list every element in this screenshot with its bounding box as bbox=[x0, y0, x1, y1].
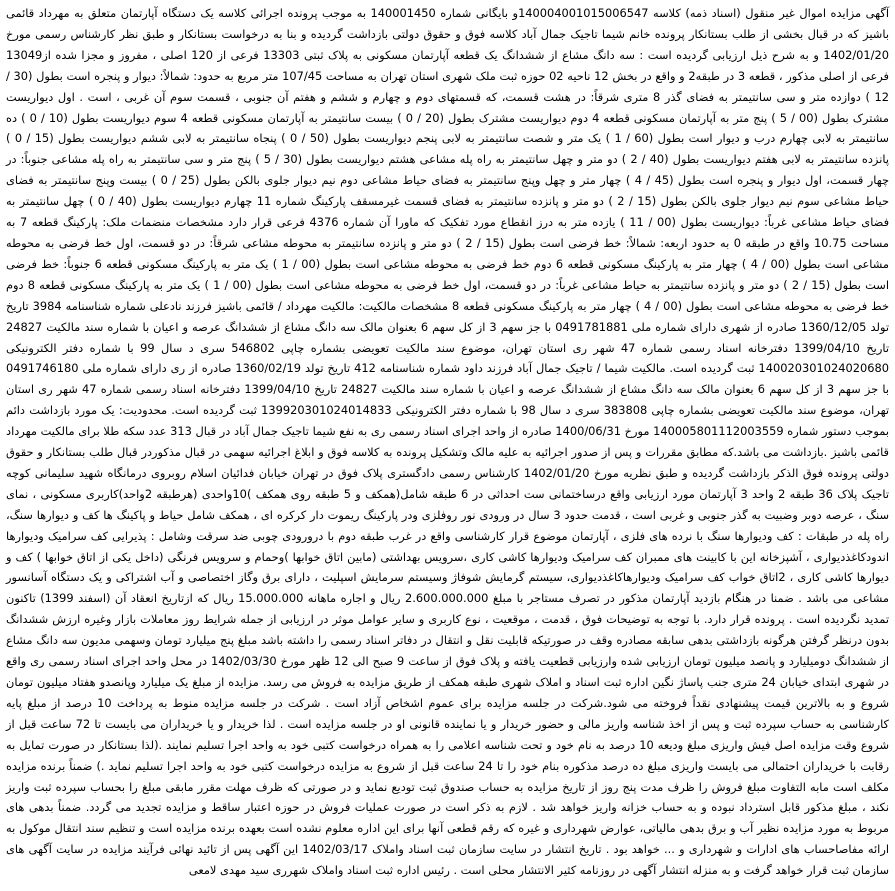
auction-notice-text: آگهی مزایده اموال غیر منقول (اسناد ذمه) کلاسه 140004001015006547و بایگانی شماره 140001450 به موجب پرونده اجرائی کلاسه یک دستگاه آپارتمان متعلق به مهرداد قائمی باشیز که در قبال بخشی از طلب بستانکار پرونده خانم شیما تاجیک جمال آباد کلاسه فوق و حقوق دولتی بازداشت گردیده و بنا به درخواست بستانکار و طبق نظر کارشناس رسمی مورخ 1402/01/20 و به شرح ذیل ارزیابی گردیده است : سه دانگ مشاع از ششدانگ یک قطعه آپارتمان مسکونی به پلاک ثبتی 13303 فرعی از 120 اصلی ، مفروز و مجزا شده از13049 فرعی از اصلی مذکور ، قطعه 3 در طبقه2 و واقع در بخش 12 ناحیه 02 حوزه ثبت ملک شهری استان تهران به مساحت 107/45 متر مربع به حدود: شمالاً: دیوار و پنجره است بطول (30 / 12 ) دوازده متر و سی سانتیمتر به فضای گذر 8 متری شرقاً: در هشت قسمت، که قسمتهای دوم و چهارم و ششم و هفتم آن جنوبی ، قسمت سوم آن غربی ، است . اول دیواریست مشترک بطول (00 / 5 ) پنج متر به آپارتمان مسکونی قطعه 4 دوم دیواریست مشترک بطول (20 / 0 ) بیست سانتیمتر به آپارتمان مسکونی قطعه 4 سوم دیواریست بطول (10 / 0 ) ده سانتیمتر به لابی چهارم درب و دیوار است بطول (60 / 1 ) یک متر و شصت سانتیمتر به لابی پنجم دیواریست بطول (50 / 0 ) پنجاه سانتیمتر به لابی ششم دیواریست بطول (15 / 0 ) پانزده سانتیمتر به لابی هفتم دیواریست بطول (40 / 2 ) دو متر و چهل سانتیمتر به راه پله مشاعی هشتم دیواریست بطول (30 / 5 ) پنج متر و سی سانتیمتر به راه پله مشاعی جنوباً: در چهار قسمت، اول دیوار و پنجره است بطول (45 / 4 ) چهار متر و چهل وپنج سانتیمتر به فضای حیاط مشاعی دوم نیم دیوار جلوی بالکن بطول (25 / 0 ) بیست وپنج سانتیمتر به فضای حیاط مشاعی سوم نیم دیوار جلوی بالکن بطول (15 / 2 ) دو متر و پانزده سانتیمتر به فضای قسمت غیرمسقف پارکینگ شماره 11 چهارم دیواریست بطول (40 / 0 ) چهل سانتیمتر به فضای حیاط مشاعی غرباً: دیواریست بطول (00 / 11 ) یازده متر به درز انقطاع مورد تفکیک که ماورا آن شماره 4376 فرعی قرار دارد مشخصات منضمات ملک: پارکینگ قطعه 7 به مساحت 10.75 واقع در طبقه 0 به حدود اربعه: شمالاً: خط فرضی است بطول (15 / 2 ) دو متر و پانزده سانتیمتر به محوطه مشاعی شرقاً: در دو قسمت، اول خط فرضی به محوطه مشاعی است بطول (00 / 4 ) چهار متر به پارکینگ مسکونی قطعه 6 دوم خط فرضی به محوطه مشاعی است بطول (00 / 1 ) یک متر به پارکینگ مسکونی قطعه 6 جنوباً: خط فرضی است بطول (15 / 2 ) دو متر و پانزده سانتیمتر به حیاط مشاعی غرباً: در دو قسمت، اول خط فرضی به محوطه مشاعی است بطول (00 / 1 ) یک متر به پارکینگ مسکونی قطعه 8 دوم خط فرضی به محوطه مشاعی است بطول (00 / 4 ) چهار متر به پارکینگ مسکونی قطعه 8 مشخصات مالکیت: مالکیت مهرداد / قائمی باشیز فرزند نادعلی شماره شناسنامه 3984 تاریخ تولد 1360/12/05 صادره از شهری دارای شماره ملی 0491781881 با جز سهم 3 از کل سهم 6 بعنوان مالک سه دانگ مشاع از ششدانگ عرصه و اعیان با شماره سند مالکیت 24827 تاریخ 1399/04/10 دفترخانه اسناد رسمی شماره 47 شهر ری استان تهران، موضوع سند مالکیت تعویضی بشماره چاپی 546802 سری د سال 99 با شماره دفتر الکترونیکی 140020301024020680 ثبت گردیده است. مالکیت شیما / تاجیک جمال آباد فرزند داود شماره شناسنامه 412 تاریخ تولد 1360/02/19 صادره از ری دارای شماره ملی 0491746180 با جز سهم 3 از کل سهم 6 بعنوان مالک سه دانگ مشاع از ششدانگ عرصه و اعیان با شماره سند مالکیت 24827 تاریخ 1399/04/10 دفترخانه اسناد رسمی شماره 47 شهر ری استان تهران، موضوع سند مالکیت تعویضی بشماره چاپی 383808 سری د سال 98 با شماره دفتر الکترونیکی 139920301024014833 ثبت گردیده است. محدودیت: یک مورد بازداشت دائم بموجب دستور شماره 140005801112003559 مورخ 1400/06/31 صادره از واحد اجرای اسناد رسمی ری به نفع شیما تاجیک جمال آباد در قبال 313 عدد سکه طلا برای مالکیت مهرداد قائمی باشیز .بازداشت می باشد.که مطابق مقررات و پس از صدور اجرائیه به علیه مالک وتشکیل پرونده به کلاسه فوق و ابلاغ اجرائیه سهمی در قبال مذکوردر قبال طلب بستانکار و حقوق دولتی پرونده فوق الذکر بازداشت گردیده و طبق نظریه مورخ 1402/01/20 کارشناس رسمی دادگستری پلاک فوق در تهران خیابان فدائیان اسلام روبروی درمانگاه شهید سلیمانی کوچه تاجیک پلاک 36 طبقه 2 واحد 3 آپارتمان مورد ارزیابی واقع درساختمانی ست احداثی در 6 طبقه شامل(همکف و 5 طبقه روی همکف )10واحدی (هرطبقه 2واحد)کاربری مسکونی ، نمای سنگ ، عرصه دوبر وضبیت به گذر جنوبی و غربی است ، قدمت حدود 3 سال در ورودی نور روفلزی ودر پارکینگ ریموت دار کرکره ای ، همکف شامل حیاط و پاکینگ ها کف و دیوارها سنگ، راه پله در طبقات : کف ودیوارها سنگ با نرده های فلزی ، آپارتمان موضوع قرار کارشناسی واقع در غرب طبقه دوم با درورودی چوبی ضد سرقت وشامل : پذیرایی کف سرامیک ودیوارها اندودکاغذدیواری ، آشپزخانه این با کابینت های ممبران کف سرامیک ودیوارها کاشی کاری ،سرویس بهداشتی (مابین اتاق خوابها )وحمام و سرویس فرنگی (داخل یکی از اتاق خوابها ) کف و دیوارها کاشی کاری ، 2اتاق خواب کف سرامیک ودیوارهاکاغذدیواری، سیستم گرمایش شوفاژ وسیستم سرمایش اسپلیت ، دارای برق وگاز اختصاصی و آب اشتراکی و یک دستگاه آسانسور مشاعی می باشد . ضمنا در هنگام بازدید آپارتمان مذکور در تصرف مستاجر با مبلغ 2.600.000.000 ریال و اجاره ماهانه 15.000.000 ریال که ازتاریخ انعقاد آن (اسفند 1399) تاکنون تمدید نگردیده است . پرونده قرار دارد. با توجه به توضیحات فوق ، قدمت ، موقعیت ، نوع کاربری و سایر عوامل موثر در ارزیابی از جمله شرایط روز معاملات بازار وغیره ارزش ششدانگ بدون درنظر گرفتن هرگونه بازداشتی بدهی سابقه مصادره وقف در صورتیکه قابلیت نقل و انتقال در دفاتر اسناد رسمی را داشته باشد مبلغ پنج میلیارد تومان وسهمی مدیون سه دانگ مشاع از ششدانگ دومیلیارد و پانصد میلیون تومان ارزیابی شده وارزیابی قطعیت یافته و پلاک فوق از ساعت 9 صبح الی 12 ظهر مورخ 1402/03/30 در محل واحد اجرای اسناد رسمی ری واقع در شهری ابتدای خیابان 24 متری جنب پاساژ نگین اداره ثبت اسناد و املاک شهری طبقه همکف از طریق مزایده به فروش می رسد. مزایده از مبلغ یک میلیارد وپانصدو هفتاد میلیون تومان شروع و به بالاترین قیمت پیشنهادی نقداً فروخته می شود.شرکت در جلسه مزایده برای عموم اشخاص آزاد است . شرکت در جلسه مزایده منوط به پرداخت 10 درصد از مبلغ پایه کارشناسی به حساب سپرده ثبت و پس از اخذ شناسه واریز مالی و حضور خریدار و یا نماینده قانونی او در جلسه مزایده است . لذا خریدار و یا خریداران می بایست تا 72 ساعت قبل از شروع وقت مزایده اصل فیش واریزی مبلغ ودیعه 10 درصد به نام خود و تحت شناسه اعلامی را به همراه درخواست کتبی خود به واحد اجرا تسلیم نمایند .(لذا بستانکار در صورت تمایل به رقابت با خریداران احتمالی می بایست واریزی مبلغ ده درصد مذکوره بنام خود را تا 24 ساعت قبل از شروع به مزایده درخواست کتبی خود به واحد اجرا تسلیم نماید .) ضمناً برنده مزایده مکلف است مابه التفاوت مبلغ فروش را ظرف مدت پنج روز از تاریخ مزایده به حساب صندوق ثبت تودیع نماید و در صورتی که ظرف مهلت مقرر مابقی مبلغ را بحساب سپرده ثبت واریز نکند ، مبلغ مذکور قابل استرداد نبوده و به حساب خزانه واریز خواهد شد . لازم به ذکر است در صورت عملیات فروش در حوزه اعتبار ساقط و مزایده تجدید می گردد. ضمناً بدهی های مربوط به مورد مزایده نظیر آب و برق بدهی مالیاتی، عوارض شهرداری و غیره که رقم قطعی آنها برای این اداره معلوم نشده است بعهده برنده مزایده است و تنظیم سند انتقال موکول به ارائه مفاصاحساب های ادارات و شهرداری و ... خواهد بود . تاریخ انتشار در سایت سازمان ثبت اسناد واملاک 1402/03/17 این آگهی پس از تائید نهائی فرآیند مزایده در سایت آگهی های سازمان ثبت قرار خواهد گرفت و به منزله انتشار آگهی در روزنامه کثیر الانتشار محلی است . رئیس اداره ثبت اسناد واملاک شهرری سید مهدی لامعی bbox=[6, 6, 890, 878]
